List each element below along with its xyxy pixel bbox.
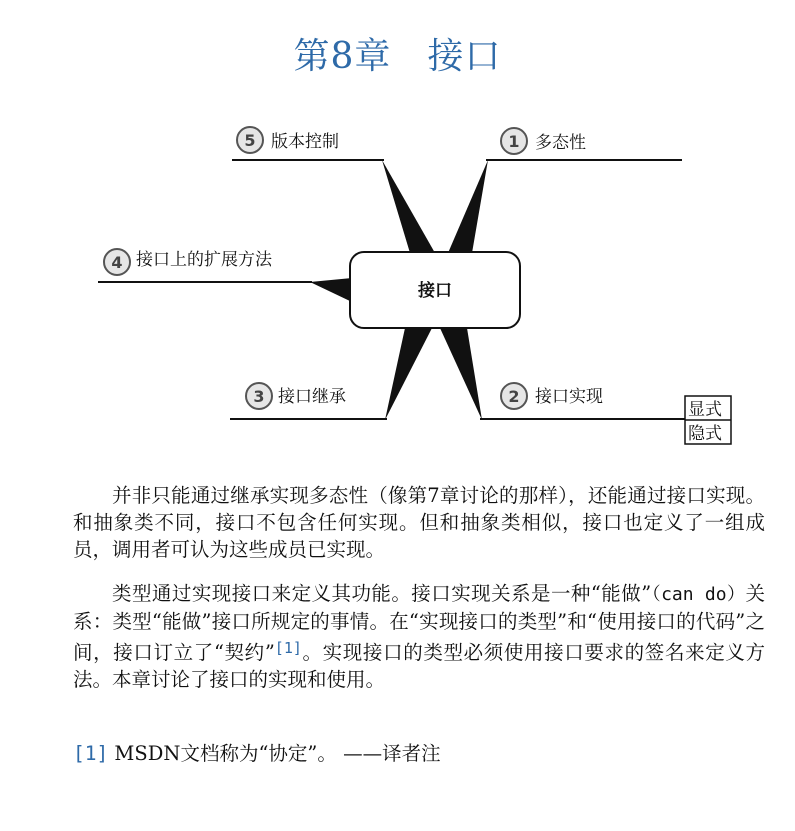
chapter-title [0,28,795,79]
paragraph2-text-end: 。实现接口的类型必须使用接口要求的签名来定义方法。本章讨论了接口的实现和使用。 [73,641,765,691]
branch-label-interface-implementation: 接口实现 [535,387,603,407]
footnote-reference-link[interactable]: [1] [274,639,302,657]
number-3-label: 3 [253,387,265,406]
number-2-label: 2 [508,387,520,406]
paragraph2-text-start: 类型通过实现接口来定义其功能。接口实现关系是一种“能做” [112,582,652,605]
intro-paragraph-2 [73,580,765,693]
number-4-label: 4 [111,253,123,272]
branch-label-extension-methods: 接口上的扩展方法 [136,250,272,270]
number-5-label: 5 [244,131,256,150]
paragraph2-can-do: （can do） [651,584,746,605]
wedge-top-right [448,160,488,253]
sub-item-explicit: 显式 [688,400,722,420]
center-node-label: 接口 [418,281,452,301]
footnote-text: MSDN文档称为“协定”。 ——译者注 [108,742,441,765]
footnote-marker-link[interactable]: [1] [73,742,109,765]
number-1-label: 1 [508,132,520,151]
wedge-bottom-right [440,328,482,420]
wedge-top-left [382,160,435,253]
paragraph2-text-middle: 关系：类型“能做”接口所规定的事情。在“实现接口的类型”和“使用接口的代码”之间，接口订立了“契约” [73,582,765,664]
branch-label-interface-inheritance: 接口继承 [278,387,346,407]
sub-item-implicit: 隐式 [688,424,722,444]
wedge-left [310,278,352,302]
branch-label-version-control: 版本控制 [271,132,339,152]
mind-map-diagram [0,110,795,450]
chapter-number: 第8章 [293,36,392,77]
footnote [73,740,441,767]
wedge-bottom-left [385,328,432,420]
chapter-name: 接口 [427,36,502,77]
branch-label-polymorphism: 多态性 [535,133,586,153]
intro-paragraph-1: 并非只能通过继承实现多态性（像第7章讨论的那样），还能通过接口实现。和抽象类不同，接口不包含任何实现。但和抽象类相似，接口也定义了一组成员，调用者可认为这些成员已实现。 [73,484,765,561]
